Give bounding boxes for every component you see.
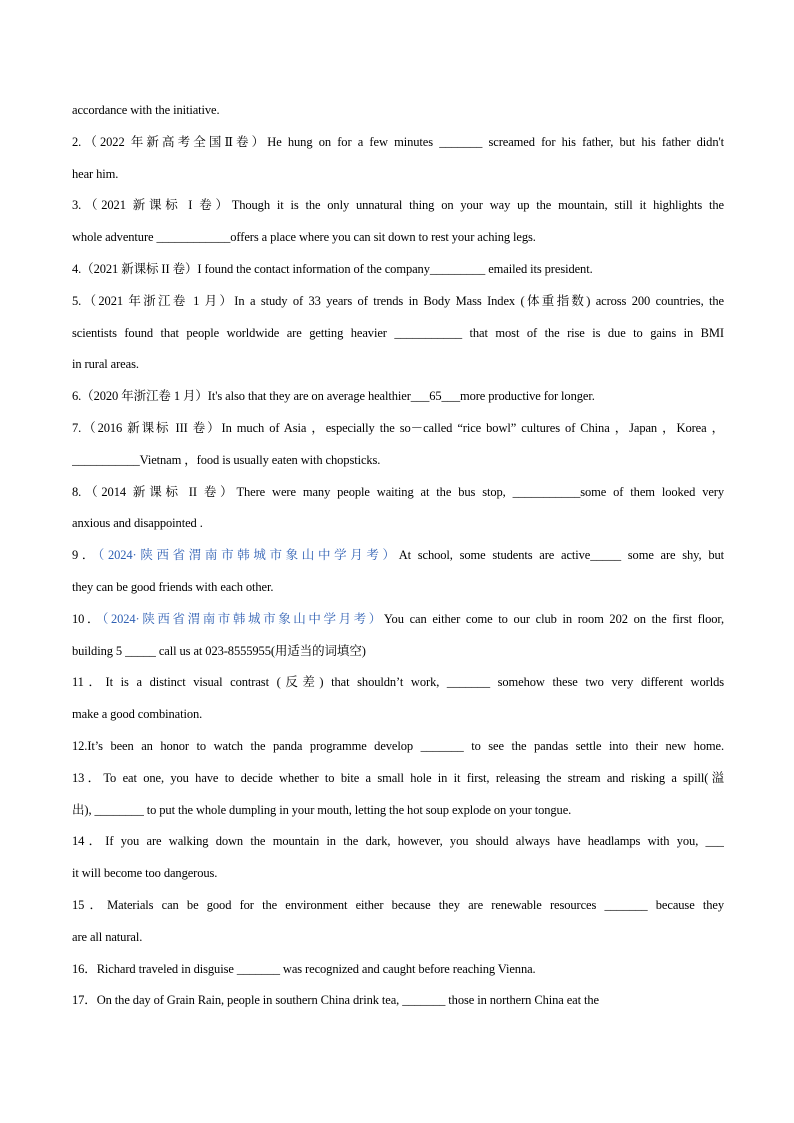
line-text: 7.（2016 新课标 III 卷）In much of Asia ，especially the so－called “rice bowl” cultures of China ，Japan ，Korea ， (72, 420, 724, 435)
text-line (72, 925, 724, 957)
line-text: 4.（2021 新课标 II 卷）I found the contact information of the company_________ emailed its president. (72, 261, 593, 276)
text-line (72, 798, 724, 830)
line-text: 3.（2021 新课标 I 卷）Though it is the only unnatural thing on your way up the mountain, still it highlights the (72, 198, 724, 213)
text-line (72, 893, 724, 925)
text-line (72, 416, 724, 448)
line-text: ___________Vietnam ，food is usually eaten with chopsticks. (72, 452, 381, 467)
text-line (72, 702, 724, 734)
line-text: 15．Materials can be good for the environment either because they are renewable resources _______ because they (72, 897, 724, 912)
line-text: 16．Richard traveled in disguise _______ was recognized and caught before reaching Vienna. (72, 961, 536, 976)
line-text: make a good combination. (72, 707, 203, 722)
text-line (72, 988, 724, 1020)
line-text: accordance with the initiative. (72, 103, 220, 117)
text-line (72, 575, 724, 607)
line-text: 12.It’s been an honor to watch the panda programme develop _______ to see the pandas settle into their new home. (72, 738, 724, 753)
line-text: 6.（2020 年浙江卷 1 月）It's also that they are on average healthier___65___more productive for longer. (72, 389, 595, 404)
text-line (72, 352, 724, 384)
text-line (72, 321, 724, 353)
line-text: hear him. (72, 166, 119, 181)
text-line (72, 543, 724, 575)
text-line (72, 511, 724, 543)
line-text: 2.（2022 年新高考全国Ⅱ卷）He hung on for a few minutes _______ screamed for his father, but his father didn't (72, 134, 724, 149)
text-line (72, 384, 724, 416)
line-text: You can either come to our club in room 202 on the first floor, (383, 611, 724, 626)
text-line (72, 670, 724, 702)
line-text: in rural areas. (72, 357, 139, 372)
text-line (72, 130, 724, 162)
text-line (72, 766, 724, 798)
question-number: 10． (72, 611, 103, 626)
text-line (72, 289, 724, 321)
line-text: they can be good friends with each other. (72, 579, 274, 594)
question-source: （2024·陕西省渭南市韩城市象山中学月考） (98, 548, 399, 563)
question-number: 9． (72, 548, 99, 563)
text-line (72, 734, 724, 766)
text-line (72, 957, 724, 989)
line-text: 14．If you are walking down the mountain in the dark, however, you should always have headlamps with you, ___ (72, 834, 724, 849)
line-text: scientists found that people worldwide are getting heavier ___________ that most of the rise is due to gains in BMI (72, 325, 724, 340)
line-text: 8.（2014 新课标 II 卷）There were many people waiting at the bus stop, ___________some of them looked very (72, 484, 724, 499)
line-text: it will become too dangerous. (72, 866, 218, 881)
line-text: building 5 _____ call us at 023-8555955(用适当的词填空) (72, 643, 366, 658)
line-text: are all natural. (72, 929, 143, 944)
line-text: 5.（2021 年浙江卷 1 月）In a study of 33 years of trends in Body Mass Index (体重指数) across 200 countries, the (72, 293, 724, 308)
question-source: （2024·陕西省渭南市韩城市象山中学月考） (102, 611, 384, 626)
exercise-list (72, 98, 724, 1020)
text-line (72, 98, 724, 130)
line-text: 17．On the day of Grain Rain, people in southern China drink tea, _______ those in northern China eat the (72, 993, 599, 1008)
text-line (72, 257, 724, 289)
text-line (72, 225, 724, 257)
line-text: anxious and disappointed . (72, 516, 203, 531)
text-line (72, 193, 724, 225)
line-text: 13．To eat one, you have to decide whether to bite a small hole in it first, releasing the stream and risking a spill(溢 (72, 770, 724, 785)
line-text: 出), ________ to put the whole dumpling in your mouth, letting the hot soup explode on your tongue. (72, 802, 572, 817)
text-line (72, 162, 724, 194)
line-text: At school, some students are active_____ some are shy, but (398, 548, 724, 563)
line-text: whole adventure ____________offers a place where you can sit down to rest your aching legs. (72, 230, 536, 245)
text-line (72, 480, 724, 512)
text-line (72, 829, 724, 861)
text-line (72, 607, 724, 639)
text-line (72, 639, 724, 671)
line-text: 11．It is a distinct visual contrast (反差) that shouldn’t work, _______ somehow these two very different worlds (72, 675, 724, 690)
text-line (72, 448, 724, 480)
text-line (72, 861, 724, 893)
